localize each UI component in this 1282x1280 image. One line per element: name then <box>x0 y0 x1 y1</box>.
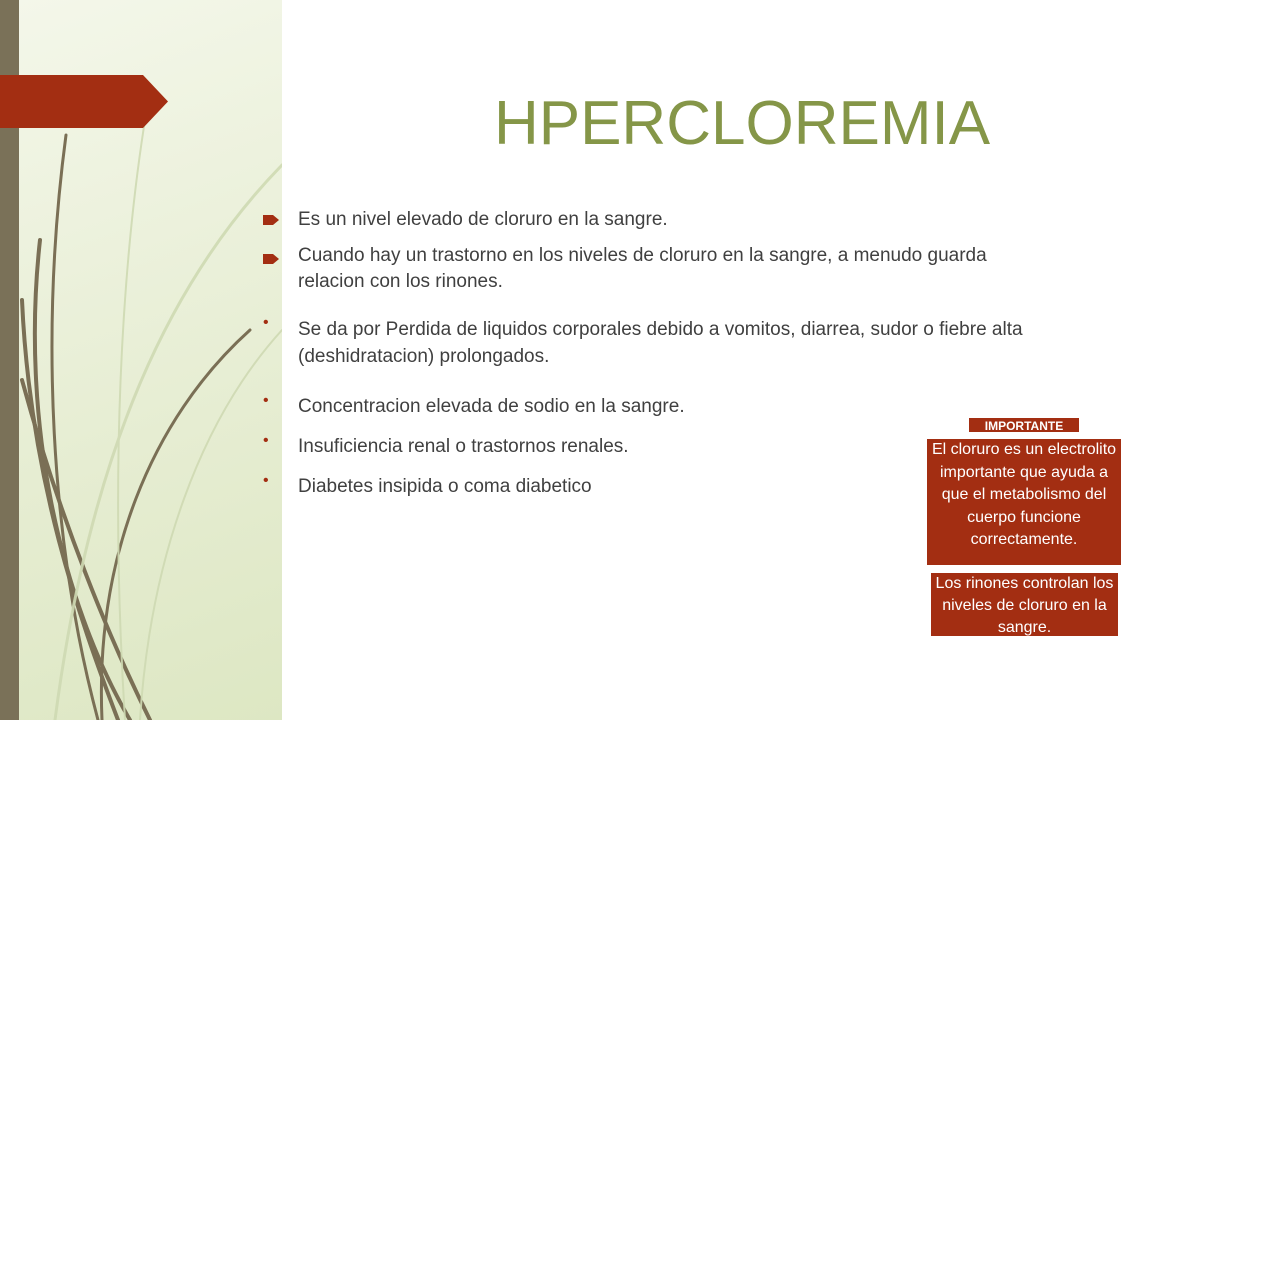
bullet-dot-icon: • <box>263 314 269 331</box>
bullet-arrow-icon <box>263 243 285 264</box>
callout-chloride-info: El cloruro es un electrolito importante que ayuda a que el metabolismo del cuerpo funcione correctamente. <box>927 439 1121 565</box>
callout-kidney-info: Los rinones controlan los niveles de cloruro en la sangre. <box>931 573 1118 636</box>
bullet-dot-icon: • <box>263 432 269 449</box>
bullet-text: Diabetes insipida o coma diabetico <box>298 476 592 497</box>
bullet-text: Cuando hay un trastorno en los niveles de cloruro en la sangre, a menudo guarda relacion con los rinones. <box>298 245 987 292</box>
bullet-dot-icon: • <box>263 392 269 409</box>
bullet-text: Se da por Perdida de liquidos corporales debido a vomitos, diarrea, sudor o fiebre alta (deshidratacion) prolongados. <box>298 319 1023 367</box>
bullet-text: Es un nivel elevado de cloruro en la sangre. <box>298 209 668 230</box>
bullet-text: Concentracion elevada de sodio en la sangre. <box>298 396 685 417</box>
callout-heading: IMPORTANTE <box>969 418 1079 432</box>
title-arrow-shape <box>0 75 168 128</box>
slide-title: HPERCLOREMIA <box>493 89 991 158</box>
bullet-dot-icon: • <box>263 472 269 489</box>
bullet-text: Insuficiencia renal o trastornos renales. <box>298 436 629 457</box>
bullet-arrow-icon <box>263 207 285 225</box>
